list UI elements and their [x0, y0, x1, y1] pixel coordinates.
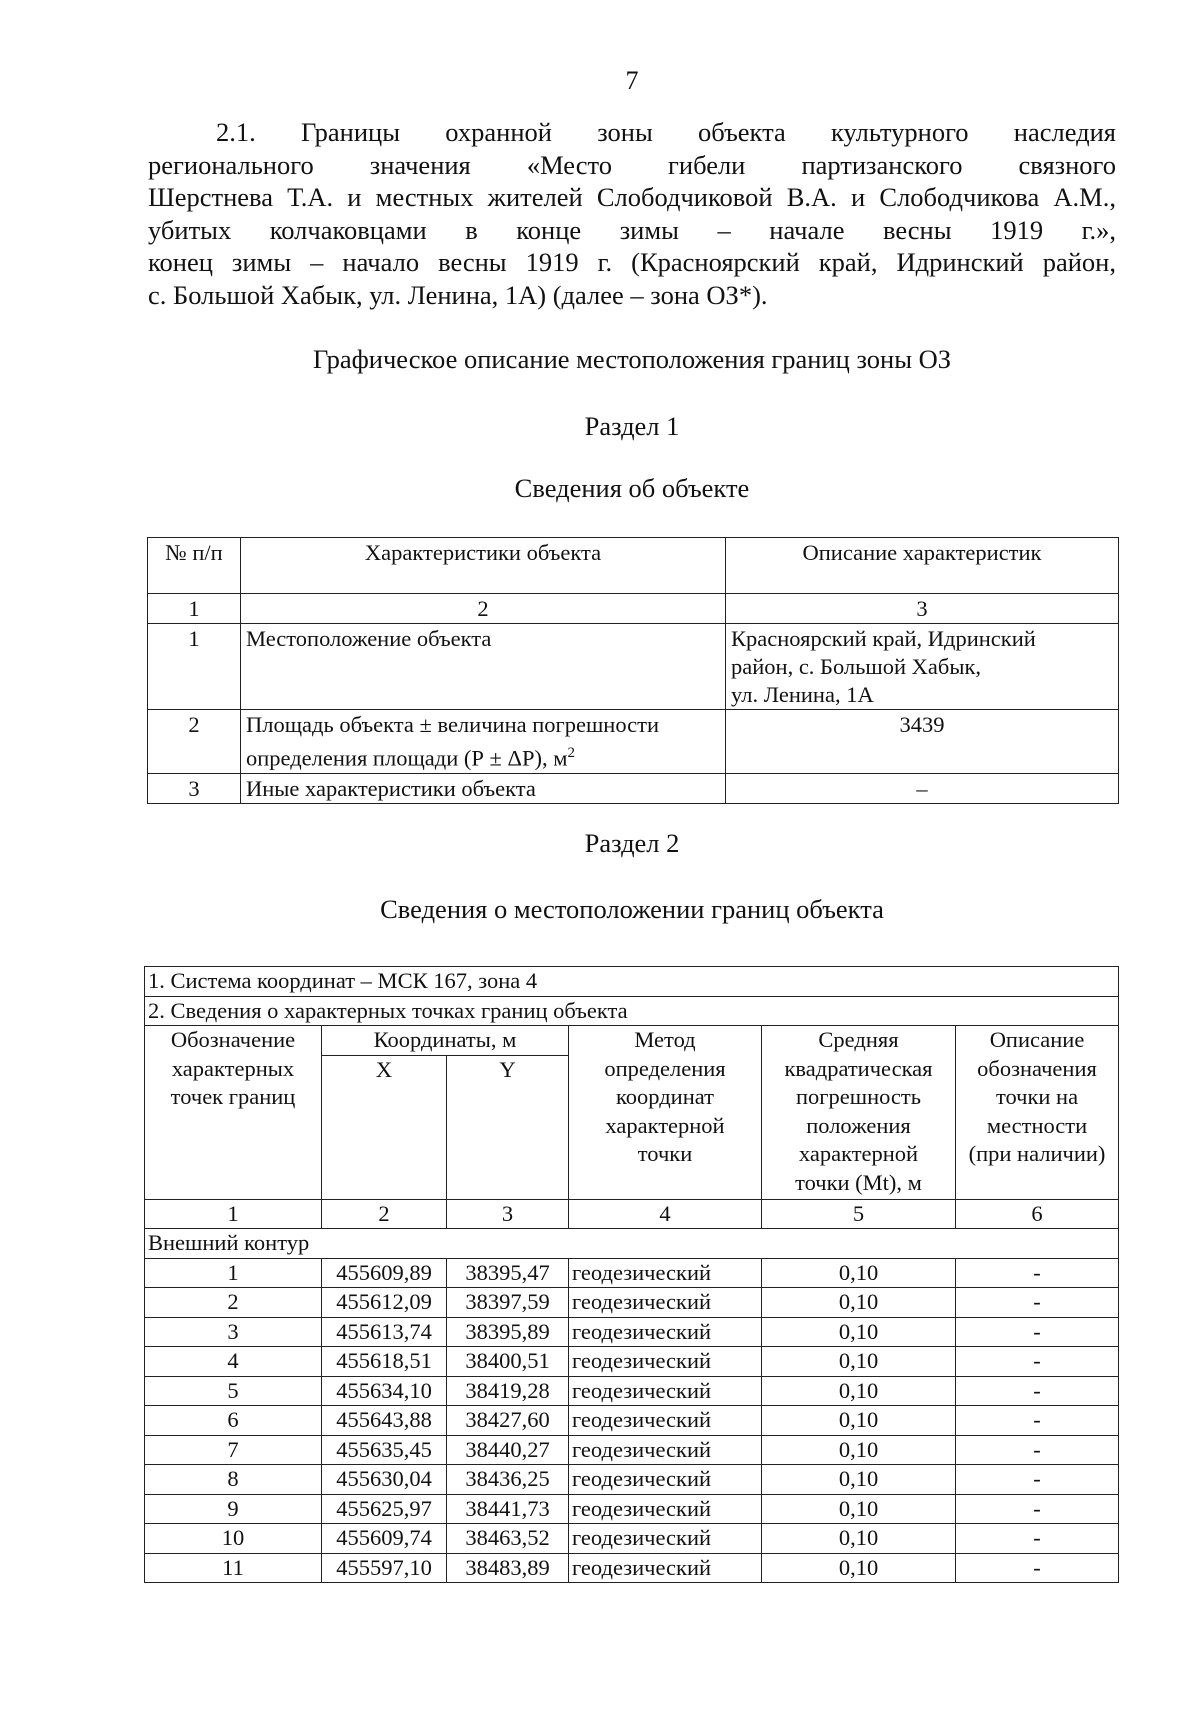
intro-line: Шерстнева Т.А. и местных жителей Слободчиковой В.А. и Слободчикова А.М.,: [148, 182, 1116, 212]
coord-x: 455634,10: [322, 1376, 447, 1406]
mean-error: 0,10: [762, 1376, 956, 1406]
header-error: [762, 1026, 956, 1200]
row-num: 2: [148, 710, 241, 774]
header-line: погрешность: [795, 1084, 921, 1109]
method: геодезический: [569, 1465, 762, 1495]
point-number: 2: [145, 1288, 322, 1318]
table-row: [148, 773, 1119, 803]
section1-subtitle: Сведения об объекте: [514, 473, 750, 503]
method: геодезический: [569, 1524, 762, 1554]
coord-x: 455613,74: [322, 1317, 447, 1347]
unit-superscript: 2: [567, 745, 575, 761]
header-line: квадратическая: [784, 1055, 933, 1081]
coord-y: 38441,73: [447, 1494, 569, 1524]
header-line: Обозначение: [170, 1027, 296, 1052]
row-characteristic: [241, 710, 726, 774]
header-line: определения: [604, 1055, 726, 1081]
row-description: –: [726, 773, 1119, 803]
description-line: Красноярский край, Идринский: [731, 626, 1036, 651]
contour-row: [145, 1229, 1119, 1259]
contour-label: Внешний контур: [145, 1229, 1119, 1259]
section2-subtitle: Сведения о местоположении границ объекта: [380, 894, 884, 924]
header-line: (при наличии): [968, 1141, 1106, 1166]
table-row: [145, 1317, 1119, 1347]
table-row: [145, 1524, 1119, 1554]
coord-y: 38395,47: [447, 1258, 569, 1288]
point-description: -: [956, 1553, 1119, 1583]
coord-x: 455597,10: [322, 1553, 447, 1583]
table-row: [145, 1435, 1119, 1465]
mean-error: 0,10: [762, 1406, 956, 1436]
row-characteristic: Местоположение объекта: [241, 624, 726, 710]
mean-error: 0,10: [762, 1553, 956, 1583]
intro-line: с. Большой Хабык, ул. Ленина, 1А) (далее – зона ОЗ*).: [148, 279, 768, 310]
method: геодезический: [569, 1317, 762, 1347]
header-line: точки на: [995, 1084, 1079, 1109]
header-designation: [145, 1026, 322, 1200]
intro-line: регионального значения «Место гибели партизанского связного: [148, 149, 1116, 180]
coord-x: 455609,89: [322, 1258, 447, 1288]
table-row: [145, 1465, 1119, 1495]
col-number: 5: [762, 1199, 956, 1229]
header-line: обозначения: [977, 1055, 1097, 1081]
point-number: 5: [145, 1376, 322, 1406]
mean-error: 0,10: [762, 1494, 956, 1524]
header-line: Описание: [989, 1027, 1085, 1052]
coordinate-rows: [145, 1258, 1119, 1583]
method: геодезический: [569, 1347, 762, 1377]
col-number: 1: [145, 1199, 322, 1229]
header-line: характерных: [171, 1055, 295, 1081]
point-number: 4: [145, 1347, 322, 1377]
graphic-description-heading: Графическое описание местоположения границ зоны ОЗ: [312, 344, 952, 374]
mean-error: 0,10: [762, 1258, 956, 1288]
coord-y: 38436,25: [447, 1465, 569, 1495]
point-description: -: [956, 1258, 1119, 1288]
mean-error: 0,10: [762, 1347, 956, 1377]
col-number: 3: [447, 1199, 569, 1229]
table-row: [145, 1288, 1119, 1318]
method: геодезический: [569, 1288, 762, 1318]
point-description: -: [956, 1435, 1119, 1465]
point-description: -: [956, 1524, 1119, 1554]
col-number: 4: [569, 1199, 762, 1229]
coord-x: 455635,45: [322, 1435, 447, 1465]
header-x: X: [322, 1055, 447, 1199]
point-number: 11: [145, 1553, 322, 1583]
row-num: 3: [148, 773, 241, 803]
table-header-row: [148, 538, 1119, 594]
header-line: точки (Mt), м: [795, 1169, 922, 1195]
table-row: [148, 624, 1119, 710]
coord-y: 38463,52: [447, 1524, 569, 1554]
mean-error: 0,10: [762, 1317, 956, 1347]
point-number: 7: [145, 1435, 322, 1465]
method: геодезический: [569, 1435, 762, 1465]
header-line: местности: [986, 1112, 1088, 1138]
method: геодезический: [569, 1376, 762, 1406]
section1-title: Раздел 1: [584, 411, 680, 441]
point-description: -: [956, 1347, 1119, 1377]
coord-y: 38483,89: [447, 1553, 569, 1583]
col-number: 1: [148, 594, 241, 624]
point-number: 10: [145, 1524, 322, 1554]
coord-system-row: [145, 967, 1119, 997]
object-info-table: [147, 537, 1119, 804]
header-method: [569, 1026, 762, 1200]
coord-x: 455630,04: [322, 1465, 447, 1495]
method: геодезический: [569, 1553, 762, 1583]
point-description: -: [956, 1376, 1119, 1406]
coordinates-table: [144, 966, 1119, 1583]
coord-x: 455625,97: [322, 1494, 447, 1524]
row-description: 3439: [726, 710, 1119, 774]
row-description: [726, 624, 1119, 710]
coord-y: 38395,89: [447, 1317, 569, 1347]
coord-y: 38400,51: [447, 1347, 569, 1377]
intro-line: конец зимы – начало весны 1919 г. (Красноярский край, Идринский район,: [148, 247, 1116, 277]
table-row: [145, 1553, 1119, 1583]
header-characteristic: Характеристики объекта: [241, 538, 726, 594]
point-description: -: [956, 1406, 1119, 1436]
header-line: характерной: [605, 1112, 725, 1138]
table-row: [145, 1494, 1119, 1524]
point-number: 8: [145, 1465, 322, 1495]
column-numbers-row: [148, 594, 1119, 624]
header-line: характерной: [798, 1141, 919, 1166]
method: геодезический: [569, 1494, 762, 1524]
header-coordinates: Координаты, м: [322, 1026, 569, 1056]
header-description: Описание характеристик: [726, 538, 1119, 594]
intro-paragraph: [148, 116, 1116, 311]
intro-line: 2.1. Границы охранной зоны объекта культурного наследия: [216, 117, 1116, 147]
header-line: Метод: [634, 1027, 696, 1052]
table-row: [145, 1258, 1119, 1288]
point-number: 9: [145, 1494, 322, 1524]
header-line: точки: [637, 1141, 693, 1166]
row-num: 1: [148, 624, 241, 710]
coord-x: 455618,51: [322, 1347, 447, 1377]
coord-y: 38397,59: [447, 1288, 569, 1318]
table-header-row: [145, 1026, 1119, 1056]
mean-error: 0,10: [762, 1524, 956, 1554]
description-line: район, с. Большой Хабык,: [731, 654, 982, 679]
coord-x: 455643,88: [322, 1406, 447, 1436]
header-line: Средняя: [818, 1027, 899, 1052]
mean-error: 0,10: [762, 1435, 956, 1465]
column-numbers-row: [145, 1199, 1119, 1229]
coord-y: 38440,27: [447, 1435, 569, 1465]
characteristic-line: Площадь объекта ± величина погрешности: [246, 712, 660, 737]
coord-y: 38427,60: [447, 1406, 569, 1436]
mean-error: 0,10: [762, 1465, 956, 1495]
col-number: 6: [956, 1199, 1119, 1229]
coord-x: 455609,74: [322, 1524, 447, 1554]
description-line: ул. Ленина, 1А: [731, 682, 874, 707]
point-description: -: [956, 1494, 1119, 1524]
header-point-description: [956, 1026, 1119, 1200]
header-line: координат: [615, 1084, 714, 1109]
method: геодезический: [569, 1258, 762, 1288]
col-number: 2: [322, 1199, 447, 1229]
method: геодезический: [569, 1406, 762, 1436]
header-num: № п/п: [148, 538, 241, 594]
point-description: -: [956, 1317, 1119, 1347]
section2-title: Раздел 2: [584, 828, 680, 858]
header-line: положения: [806, 1112, 911, 1138]
characteristic-text: определения площади (Р ± ΔР), м: [246, 745, 568, 771]
point-number: 3: [145, 1317, 322, 1347]
row-characteristic: Иные характеристики объекта: [241, 773, 726, 803]
point-number: 1: [145, 1258, 322, 1288]
header-y: Y: [447, 1055, 569, 1199]
coord-y: 38419,28: [447, 1376, 569, 1406]
points-caption-row: [145, 996, 1119, 1026]
col-number: 2: [241, 594, 726, 624]
coord-x: 455612,09: [322, 1288, 447, 1318]
point-number: 6: [145, 1406, 322, 1436]
mean-error: 0,10: [762, 1288, 956, 1318]
characteristic-line: [246, 739, 720, 773]
page-number: 7: [625, 66, 639, 95]
table-row: [145, 1406, 1119, 1436]
table-row: [145, 1376, 1119, 1406]
points-caption: 2. Сведения о характерных точках границ объекта: [145, 996, 1119, 1026]
col-number: 3: [726, 594, 1119, 624]
point-description: -: [956, 1465, 1119, 1495]
intro-line: убитых колчаковцами в конце зимы – начале весны 1919 г.»,: [148, 214, 1116, 245]
table-row: [148, 710, 1119, 774]
header-line: точек границ: [170, 1084, 296, 1109]
coord-system: 1. Система координат – МСК 167, зона 4: [145, 967, 1119, 997]
point-description: -: [956, 1288, 1119, 1318]
table-row: [145, 1347, 1119, 1377]
